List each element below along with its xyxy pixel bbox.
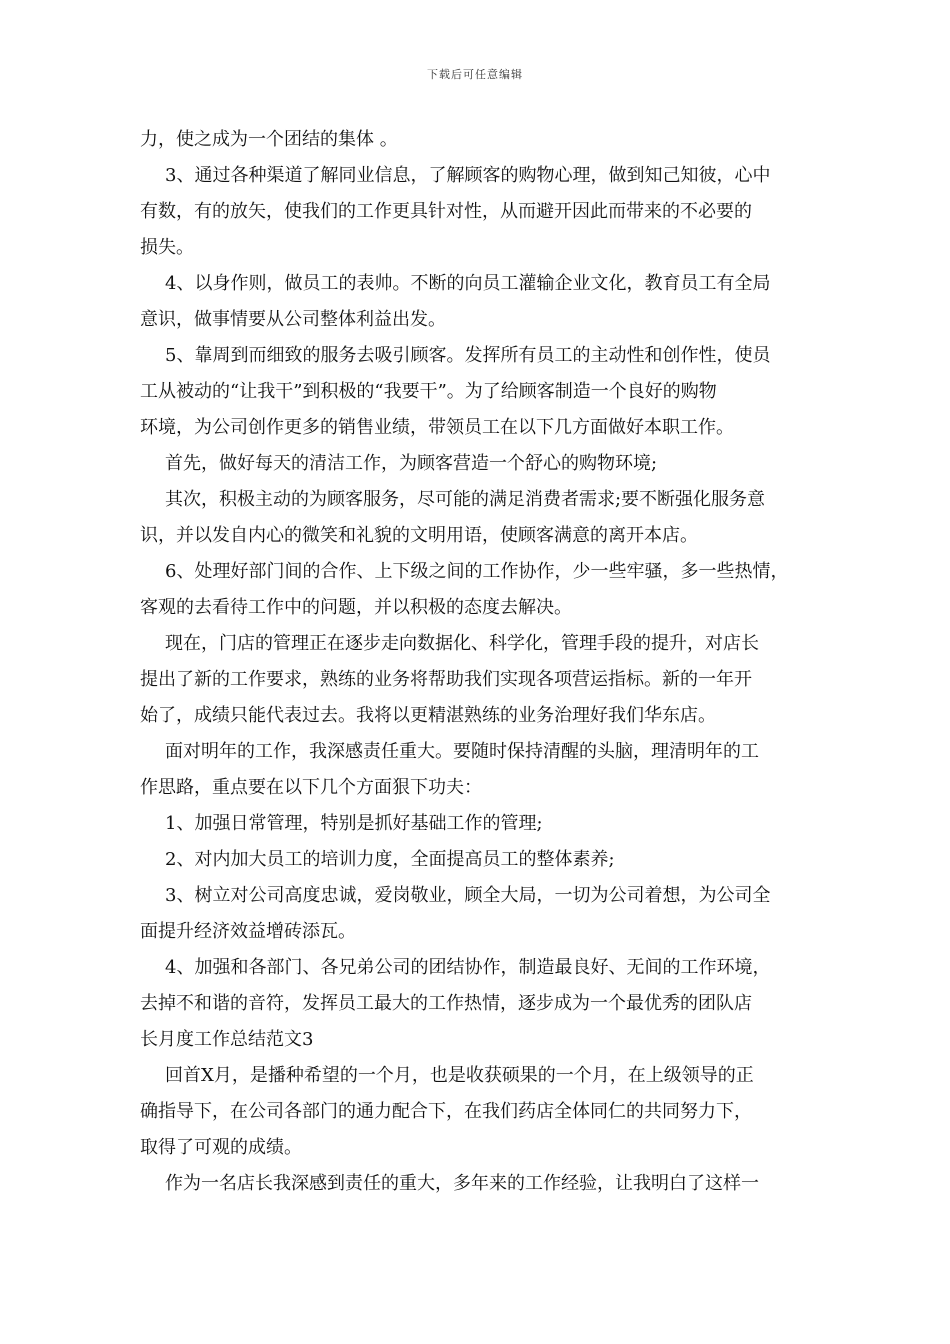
text-line: 1、加强日常管理，特别是抓好基础工作的管理; [165, 813, 543, 834]
text-line: 其次，积极主动的为顾客服务，尽可能的满足消费者需求;要不断强化服务意 [165, 489, 766, 510]
text-line: 识，并以发自内心的微笑和礼貌的文明用语，使顾客满意的离开本店。 [140, 525, 698, 546]
text-line: 提出了新的工作要求，熟练的业务将帮助我们实现各项营运指标。新的一年开 [140, 669, 752, 690]
text-line: 作为一名店长我深感到责任的重大，多年来的工作经验，让我明白了这样一 [165, 1173, 759, 1194]
text-line: 4、以身作则，做员工的表帅。不断的向员工灌输企业文化，教育员工有全局 [165, 273, 771, 294]
text-line: 首先，做好每天的清洁工作，为顾客营造一个舒心的购物环境; [165, 453, 658, 474]
text-line: 面对明年的工作，我深感责任重大。要随时保持清醒的头脑，理清明年的工 [165, 741, 759, 762]
text-line: 回首X月，是播种希望的一个月，也是收获硕果的一个月，在上级领导的正 [165, 1065, 754, 1086]
text-line: 3、通过各种渠道了解同业信息，了解顾客的购物心理，做到知己知彼，心中 [165, 165, 771, 186]
text-line: 工从被动的“让我干”到积极的“我要干”。为了给顾客制造一个良好的购物 [140, 381, 717, 402]
text-line: 意识，做事情要从公司整体利益出发。 [140, 309, 446, 330]
text-line: 力，使之成为一个团结的集体 。 [140, 129, 398, 150]
text-line: 去掉不和谐的音符，发挥员工最大的工作热情，逐步成为一个最优秀的团队店 [140, 993, 752, 1014]
text-line: 有数，有的放矢，使我们的工作更具针对性，从而避开因此而带来的不必要的 [140, 201, 752, 222]
text-line: 环境，为公司创作更多的销售业绩，带领员工在以下几方面做好本职工作。 [140, 417, 734, 438]
text-line: 6、处理好部门间的合作、上下级之间的工作协作，少一些牢骚，多一些热情， [165, 561, 789, 582]
text-line: 4、加强和各部门、各兄弟公司的团结协作，制造最良好、无间的工作环境， [165, 957, 771, 978]
text-line: 客观的去看待工作中的问题，并以积极的态度去解决。 [140, 597, 572, 618]
document-body [140, 122, 820, 1202]
text-line: 现在，门店的管理正在逐步走向数据化、科学化，管理手段的提升，对店长 [165, 633, 759, 654]
text-line: 面提升经济效益增砖添瓦。 [140, 921, 356, 942]
text-line: 确指导下，在公司各部门的通力配合下，在我们药店全体同仁的共同努力下， [140, 1101, 752, 1122]
text-line: 长月度工作总结范文3 [140, 1029, 314, 1050]
text-line: 损失。 [140, 237, 194, 258]
page-header: 下载后可任意编辑 [427, 68, 523, 81]
text-line: 5、靠周到而细致的服务去吸引顾客。发挥所有员工的主动性和创作性，使员 [165, 345, 771, 366]
text-line: 取得了可观的成绩。 [140, 1137, 302, 1158]
text-line: 作思路，重点要在以下几个方面狠下功夫： [140, 777, 482, 798]
text-line: 2、对内加大员工的培训力度，全面提高员工的整体素养; [165, 849, 615, 870]
text-line: 始了，成绩只能代表过去。我将以更精湛熟练的业务治理好我们华东店。 [140, 705, 716, 726]
text-line: 3、树立对公司高度忠诚，爱岗敬业，顾全大局，一切为公司着想，为公司全 [165, 885, 771, 906]
